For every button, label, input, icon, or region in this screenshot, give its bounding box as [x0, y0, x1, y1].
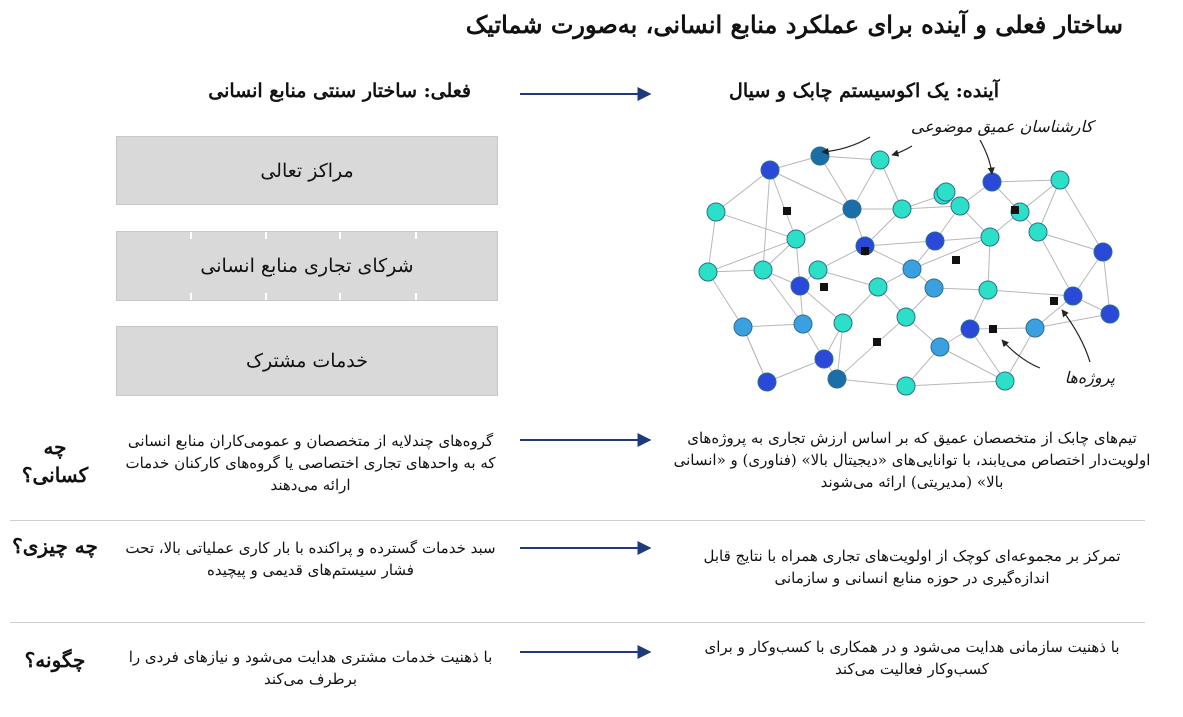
hr-business-partners-box: [116, 231, 498, 301]
network-edge: [992, 180, 1060, 182]
page-title: ساختار فعلی و آینده برای عملکرد منابع انسانی، به‌صورت شماتیک: [465, 10, 1123, 39]
expert-node: [809, 261, 827, 279]
network-edge: [970, 328, 1035, 329]
expert-node: [815, 350, 833, 368]
project-node: [1011, 206, 1019, 214]
expert-node: [996, 372, 1014, 390]
expert-node: [897, 377, 915, 395]
expert-node: [1051, 171, 1069, 189]
row-what-current: سبد خدمات گسترده و پراکنده با بار کاری عملیاتی بالا، تحت فشار سیستم‌های قدیمی و پیچیده: [125, 539, 496, 579]
shared-services-label: خدمات مشترک: [246, 350, 368, 372]
current-structure-heading: فعلی: ساختار سنتی منابع انسانی: [208, 80, 471, 102]
network-edge: [865, 241, 935, 246]
expert-node: [707, 203, 725, 221]
project-node: [820, 283, 828, 291]
project-node: [989, 325, 997, 333]
future-structure-heading: آینده: یک اکوسیستم چابک و سیال: [729, 80, 999, 102]
expert-node: [734, 318, 752, 336]
expert-node: [871, 151, 889, 169]
experts-pointer: [822, 137, 870, 152]
expert-node: [869, 278, 887, 296]
expert-node: [981, 228, 999, 246]
row-label-who: چه کسانی؟: [21, 435, 89, 487]
expert-node: [699, 263, 717, 281]
row-how-current: با ذهنیت خدمات مشتری هدایت می‌شود و نیازهای فردی را برطرف می‌کند: [128, 648, 493, 688]
row-label-what: چه چیزی؟: [12, 534, 98, 558]
expert-node: [1094, 243, 1112, 261]
expert-node: [811, 147, 829, 165]
expert-node: [761, 161, 779, 179]
expert-node: [787, 230, 805, 248]
row-label-how: چگونه؟: [24, 648, 86, 672]
expert-node: [1029, 223, 1047, 241]
hr-business-partners-label: شرکای تجاری منابع انسانی: [200, 255, 414, 277]
centers-of-excellence-label: مراکز تعالی: [260, 159, 354, 182]
expert-node: [893, 200, 911, 218]
row-who-future: تیم‌های چابک از متخصصان عمیق که بر اساس ارزش تجاری به پروژه‌های اولویت‌دار اختصاص می‌یابند، با توانایی‌های «دیجیتال بالا» (فناوری) و «انسانی بالا» (مدیریتی) ارائه می‌شوند: [673, 429, 1151, 491]
expert-node: [758, 373, 776, 391]
row-divider: [10, 520, 1145, 521]
expert-node: [1101, 305, 1119, 323]
row-who-current: گروه‌های چندلایه از متخصصان و عمومی‌کاران منابع انسانی که به واحدهای تجاری اختصاصی یا گروه‌های کارکنان خدمات ارائه می‌دهند: [125, 432, 496, 494]
network-edge: [837, 379, 906, 386]
network-edge: [716, 170, 770, 212]
expert-node: [961, 320, 979, 338]
expert-node: [903, 260, 921, 278]
project-node: [783, 207, 791, 215]
projects-pointer-2: [1062, 310, 1090, 362]
network-edge: [940, 347, 1005, 381]
expert-node: [828, 370, 846, 388]
expert-node: [951, 197, 969, 215]
project-node: [861, 247, 869, 255]
expert-node: [834, 314, 852, 332]
expert-node: [925, 279, 943, 297]
expert-node: [794, 315, 812, 333]
project-node: [952, 256, 960, 264]
agile-ecosystem-network: [690, 100, 1150, 400]
expert-node: [754, 261, 772, 279]
row-divider: [10, 622, 1145, 623]
experts-pointer-3: [980, 140, 992, 174]
row-how-future: با ذهنیت سازمانی هدایت می‌شود و در همکاری با کسب‌وکار و برای کسب‌وکار فعالیت می‌کند: [704, 638, 1120, 678]
expert-node: [1064, 287, 1082, 305]
projects-annotation: پروژه‌ها: [1064, 368, 1115, 387]
expert-node: [937, 183, 955, 201]
expert-node: [931, 338, 949, 356]
shared-services-box: [116, 326, 498, 396]
network-edge: [988, 290, 1073, 296]
expert-node: [843, 200, 861, 218]
expert-node: [983, 173, 1001, 191]
network-edge: [716, 212, 796, 239]
expert-node: [1026, 319, 1044, 337]
project-node: [1050, 297, 1058, 305]
experts-pointer-2: [892, 146, 912, 155]
experts-annotation: کارشناسان عمیق موضوعی: [910, 117, 1093, 136]
projects-pointer: [1002, 340, 1040, 368]
network-edge: [708, 239, 796, 272]
expert-node: [897, 308, 915, 326]
network-edge: [763, 170, 770, 270]
expert-node: [926, 232, 944, 250]
row-what-future: تمرکز بر مجموعه‌ای کوچک از اولویت‌های تجاری همراه با نتایج قابل اندازه‌گیری در حوزه منابع انسانی و سازمانی: [703, 547, 1121, 587]
expert-node: [791, 277, 809, 295]
network-edge: [906, 381, 1005, 386]
project-node: [873, 338, 881, 346]
network-edge: [708, 272, 743, 327]
expert-node: [979, 281, 997, 299]
network-edge: [796, 209, 852, 239]
centers-of-excellence-box: [116, 136, 498, 205]
